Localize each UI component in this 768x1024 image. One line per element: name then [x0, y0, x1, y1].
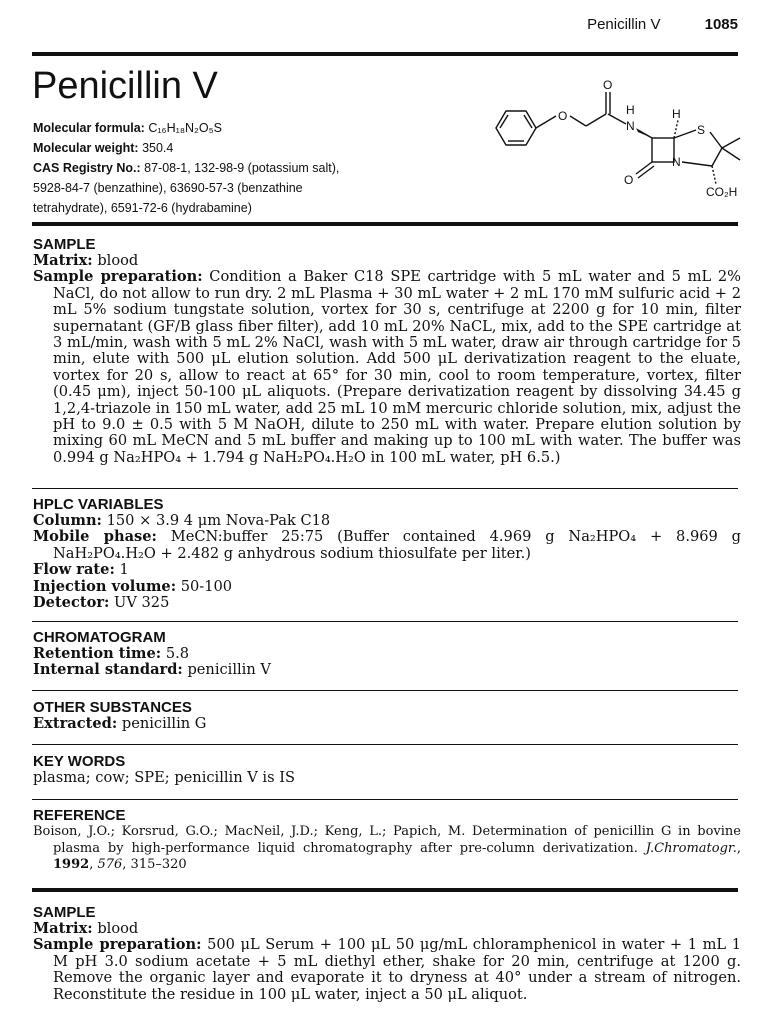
section-rule: [32, 744, 738, 745]
mobile-phase-row: [33, 529, 741, 562]
beta-lactam-ring: [652, 138, 674, 162]
internal-standard-label: Internal standard:: [33, 661, 183, 679]
keywords-text: plasma; cow; SPE; penicillin V is IS: [33, 769, 295, 786]
methyl-bond: [722, 138, 740, 148]
chromatogram-section: [33, 629, 741, 679]
hashed-bond: [712, 166, 716, 184]
top-rule: [32, 52, 738, 56]
column-row: [33, 513, 741, 529]
reference-section: [33, 807, 741, 874]
running-title: Penicillin V: [587, 16, 661, 33]
bond: [638, 166, 654, 178]
detector-label: Detector:: [33, 594, 110, 612]
benzene-ring: [496, 111, 536, 145]
atom-n: N: [626, 119, 635, 133]
bond: [674, 130, 696, 138]
formula-value: C₁₆H₁₈N₂O₅S: [148, 121, 223, 135]
hplc-section: [33, 496, 741, 611]
column-label: Column:: [33, 512, 102, 529]
bond: [682, 162, 712, 166]
compound-meta: [33, 118, 453, 218]
mobile-phase-label: Mobile phase:: [33, 528, 157, 546]
hashed-bond: [674, 120, 678, 138]
internal-standard-row: [33, 662, 741, 678]
section-rule: [32, 690, 738, 691]
bond: [608, 114, 626, 124]
atom-o: O: [603, 78, 613, 92]
bond: [570, 116, 586, 126]
extracted-value: penicillin G: [121, 715, 207, 732]
section-rule: [32, 799, 738, 800]
section-heading: KEY WORDS: [33, 753, 126, 770]
running-header: [587, 16, 738, 33]
atom-n: N: [672, 155, 681, 169]
bond: [710, 132, 722, 148]
methyl-bond: [722, 148, 740, 160]
section-rule: [32, 222, 738, 226]
retention-time-value: 5.8: [165, 645, 190, 662]
mobile-phase-value: MeCN:buffer 25:75 (Buffer contained 4.969 g Na₂HPO₄ + 8.969 g NaH₂PO₄.H₂O + 2.482 g anhydrous sodium thiosulfate per liter.): [53, 528, 742, 562]
weight-value: 350.4: [142, 141, 174, 155]
retention-time-row: [33, 646, 741, 662]
sample-section-2: [33, 904, 741, 1003]
reference-citation: Boison, J.O.; Korsrud, G.O.; MacNeil, J.D.; Keng, L.; Papich, M. Determination of penicillin G in bovine plasma by high-performance liquid chromatography after pre-column derivatization. J.Chromatogr., 1992, 576, 315–320: [33, 824, 741, 872]
cas-line-2: 5928-84-7 (benzathine), 63690-57-3 (benzathine: [33, 181, 303, 195]
sample-prep-row: [33, 937, 741, 1003]
atom-o: O: [624, 173, 634, 187]
compound-title: Penicillin V: [32, 65, 218, 107]
detector-row: [33, 595, 741, 611]
injection-volume-label: Injection volume:: [33, 577, 177, 595]
cas-label: CAS Registry No.:: [33, 161, 141, 175]
formula-row: [33, 118, 453, 138]
formula-label: Molecular formula:: [33, 121, 145, 135]
sample-section-1: [33, 236, 741, 466]
section-heading: HPLC VARIABLES: [33, 496, 164, 513]
matrix-value: blood: [97, 920, 139, 937]
other-substances-section: [33, 699, 741, 732]
section-heading: REFERENCE: [33, 807, 126, 824]
benzene-double-bond: [524, 115, 532, 128]
flow-rate-row: [33, 562, 741, 578]
chemical-structure: [486, 76, 750, 206]
extracted-row: [33, 716, 741, 732]
keywords-section: [33, 753, 741, 786]
bond: [712, 148, 722, 166]
section-heading: CHROMATOGRAM: [33, 629, 166, 646]
retention-time-label: Retention time:: [33, 645, 162, 662]
sample-prep-text: Condition a Baker C18 SPE cartridge with 5 mL water and 5 mL 2% NaCl, do not allow to run dry. 2 mL Plasma + 30 mL water + 2 mL 170 mM sulfuric acid + 2 mL 5% sodium tungstate solution, vortex for 30 s, centrifuge at 2200 g for 10 min, filter supernatant (GF/B glass fiber filter), add 10 mL 20% NaCL, mix, add to the SPE cartridge at 3 mL/min, wash with 5 mL 2% NaCl, wash with 5 mL water, draw air through cartridge for 5 min, elute with 500 μL elution solution. Add 500 μL derivatization reagent to the eluate, vortex for 20 s, allow to react at 65° for 30 min, cool to room temperature, vortex, filter (0.45 μm), inject 50-100 μL aliquots. (Prepare derivatization reagent by dissolving 34.45 g 1,2,4-triazole in 150 mL water, add 25 mL 10 mM mercuric chloride solution, mix, adjust the pH to 9.0 ± 0.5 with 5 M NaOH, dilute to 250 mL with water. Prepare elution solution by mixing 60 mL MeCN and 5 mL buffer and making up to 100 mL with water. The buffer was 0.994 g Na₂HPO₄ + 1.794 g NaH₂PO₄.H₂O in 100 mL water, pH 6.5.): [53, 268, 741, 466]
atom-h: H: [626, 103, 635, 117]
reference-pages: 315–320: [130, 857, 187, 872]
atom-co2h: CO₂H: [706, 185, 738, 199]
column-value: 150 × 3.9 4 μm Nova-Pak C18: [106, 512, 331, 529]
reference-volume: 576: [97, 857, 123, 872]
sample-prep-label: Sample preparation:: [33, 268, 203, 286]
section-heading: SAMPLE: [33, 236, 96, 253]
section-heading: SAMPLE: [33, 904, 96, 921]
cas-line-1: 87-08-1, 132-98-9 (potassium salt),: [144, 161, 340, 175]
injection-volume-row: [33, 579, 741, 595]
cas-line-3: tetrahydrate), 6591-72-6 (hydrabamine): [33, 201, 252, 215]
sample-prep-row: [33, 269, 741, 466]
flow-rate-value: 1: [119, 561, 129, 579]
reference-text: Boison, J.O.; Korsrud, G.O.; MacNeil, J.D.; Keng, L.; Papich, M. Determination of penicillin G in bovine plasma by high-performance liquid chromatography after pre-column derivatization.: [33, 824, 741, 856]
section-rule: [32, 888, 738, 892]
matrix-row: [33, 921, 741, 937]
matrix-value: blood: [97, 252, 139, 269]
internal-standard-value: penicillin V: [187, 661, 271, 679]
extracted-label: Extracted:: [33, 715, 118, 732]
sample-prep-label: Sample preparation:: [33, 936, 202, 954]
section-heading: OTHER SUBSTANCES: [33, 699, 192, 716]
matrix-row: [33, 253, 741, 269]
flow-rate-label: Flow rate:: [33, 561, 115, 579]
detector-value: UV 325: [114, 594, 170, 612]
matrix-label: Matrix:: [33, 920, 93, 937]
atom-h: H: [672, 107, 681, 121]
benzene-double-bond: [500, 115, 508, 128]
atom-s: S: [697, 123, 706, 137]
bond: [586, 114, 606, 126]
cas-row: [33, 158, 453, 178]
weight-label: Molecular weight:: [33, 141, 139, 155]
injection-volume-value: 50-100: [180, 577, 233, 595]
matrix-label: Matrix:: [33, 252, 93, 269]
reference-journal: J.Chromatogr.: [645, 840, 737, 856]
reference-year: 1992: [53, 857, 90, 872]
bond: [636, 162, 652, 174]
sample-prep-text: 500 μL Serum + 100 μL 50 μg/mL chloramphenicol in water + 1 mL 1 M pH 3.0 sodium acetate + 5 mL diethyl ether, shake for 20 min, centrifuge at 1200 g. Remove the organic layer and evaporate it to dryness at 40° under a stream of nitrogen. Reconstitute the residue in 100 μL water, inject a 50 μL aliquot.: [53, 936, 741, 1003]
section-rule: [32, 488, 738, 489]
section-rule: [32, 621, 738, 622]
atom-o: O: [558, 109, 568, 123]
page-number: 1085: [704, 16, 738, 33]
bond: [536, 116, 556, 128]
weight-row: [33, 138, 453, 158]
